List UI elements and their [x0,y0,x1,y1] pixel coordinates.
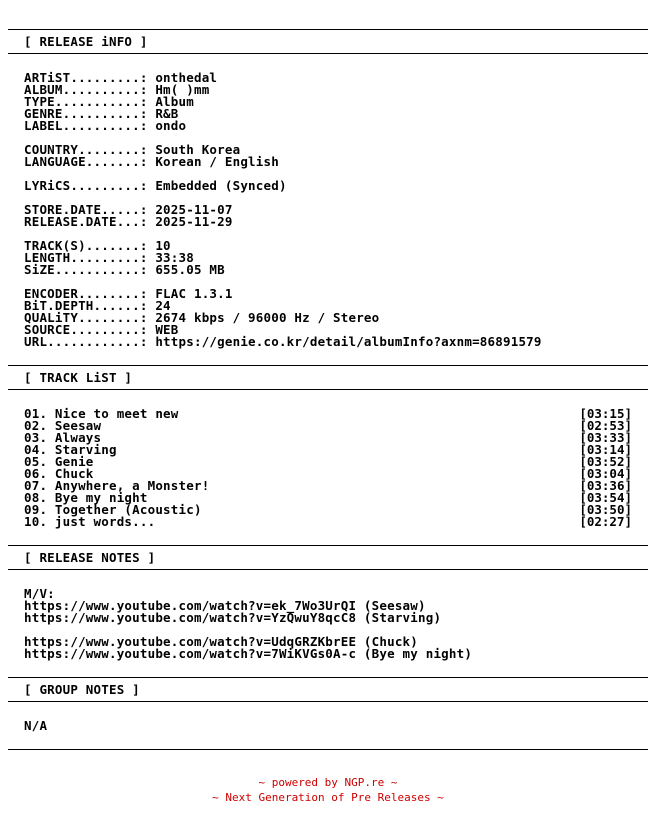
track-duration: [03:14] [579,442,632,457]
track-duration: [03:54] [579,490,632,505]
track-title: 03. Always [24,430,102,445]
track-duration: [03:50] [579,502,632,517]
info-store-date: STORE.DATE.....: 2025-11-07 [24,202,233,217]
info-source: SOURCE.........: WEB [24,322,179,337]
track-title: 08. Bye my night [24,490,148,505]
track-duration: [02:27] [579,514,632,529]
group-notes-text: N/A [24,718,48,733]
info-release-date: RELEASE.DATE...: 2025-11-29 [24,214,233,229]
section-header-group-notes: [ GROUP NOTES ] [24,682,140,697]
section-header-release-info: [ RELEASE iNFO ] [24,34,148,49]
info-tracks: TRACK(S).......: 10 [24,238,171,253]
divider [8,53,648,54]
section-header-track-list: [ TRACK LiST ] [24,370,133,385]
track-title: 10. just words... [24,514,156,529]
mv-link[interactable]: https://www.youtube.com/watch?v=ek_7Wo3UrQI (Seesaw) [24,598,426,613]
mv-label: M/V: [24,586,55,601]
divider [8,365,648,366]
track-duration: [03:52] [579,454,632,469]
track-duration: [03:36] [579,478,632,493]
track-title: 05. Genie [24,454,94,469]
footer-tagline: ~ Next Generation of Pre Releases ~ [212,791,444,804]
footer-powered-by: ~ powered by NGP.re ~ [258,776,398,789]
track-duration: [03:04] [579,466,632,481]
info-album: ALBUM..........: Hm( )mm [24,82,210,97]
track-title: 01. Nice to meet new [24,406,179,421]
track-title: 07. Anywhere, a Monster! [24,478,210,493]
divider [8,545,648,546]
info-label: LABEL..........: ondo [24,118,187,133]
info-quality: QUALiTY........: 2674 kbps / 96000 Hz / Stereo [24,310,380,325]
section-header-release-notes: [ RELEASE NOTES ] [24,550,156,565]
track-title: 04. Starving [24,442,117,457]
info-genre: GENRE..........: R&B [24,106,179,121]
info-country: COUNTRY........: South Korea [24,142,241,157]
divider [8,389,648,390]
track-duration: [02:53] [579,418,632,433]
info-size: SiZE...........: 655.05 MB [24,262,225,277]
track-duration: [03:15] [579,406,632,421]
divider [8,29,648,30]
divider [8,701,648,702]
info-lyrics: LYRiCS.........: Embedded (Synced) [24,178,287,193]
mv-link[interactable]: https://www.youtube.com/watch?v=UdqGRZKbrEE (Chuck) [24,634,419,649]
mv-link[interactable]: https://www.youtube.com/watch?v=7WiKVGs0A-c (Bye my night) [24,646,473,661]
track-title: 02. Seesaw [24,418,102,433]
info-length: LENGTH.........: 33:38 [24,250,194,265]
info-url[interactable]: URL............: https://genie.co.kr/detail/albumInfo?axnm=86891579 [24,334,542,349]
track-duration: [03:33] [579,430,632,445]
track-title: 09. Together (Acoustic) [24,502,202,517]
info-encoder: ENCODER........: FLAC 1.3.1 [24,286,233,301]
info-language: LANGUAGE.......: Korean / English [24,154,279,169]
divider [8,569,648,570]
divider [8,749,648,750]
mv-link[interactable]: https://www.youtube.com/watch?v=YzQwuY8qcC8 (Starving) [24,610,442,625]
info-type: TYPE...........: Album [24,94,194,109]
divider [8,677,648,678]
info-bit-depth: BiT.DEPTH......: 24 [24,298,171,313]
track-title: 06. Chuck [24,466,94,481]
info-artist: ARTiST.........: onthedal [24,70,218,85]
